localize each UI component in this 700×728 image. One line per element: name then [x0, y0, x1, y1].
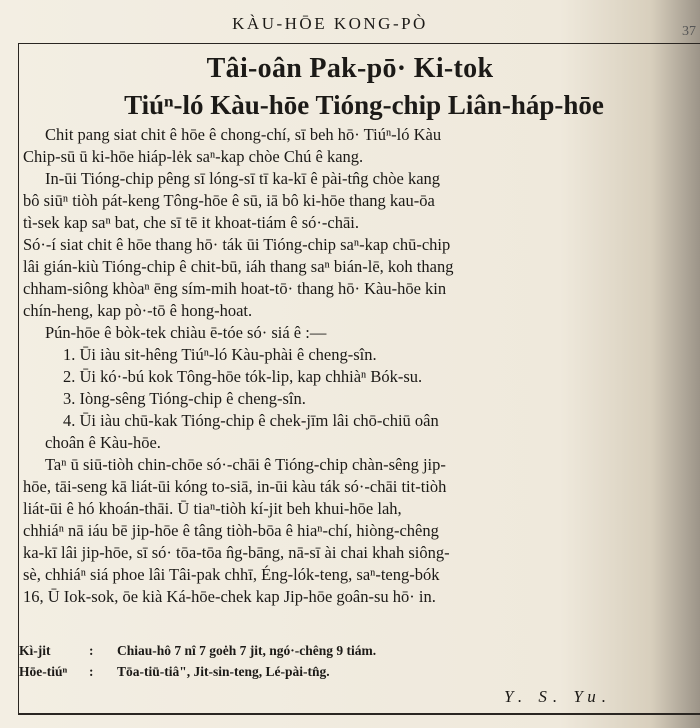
page-number: 37 [682, 24, 696, 39]
meeting-place-value: Tōa-tiū-tiâ", Jit-sin-teng, Lé-pài-tn̂g. [117, 664, 330, 679]
article-line: ka-kī lâi jip-hōe, sī só· tōa-tōa n̂g-bāng, nā-sī ài chai khah siông- [23, 543, 450, 562]
article-line: lâi gián-kiù Tióng-chip ê chit-bū, iáh thang saⁿ bián-lē, koh thang [23, 257, 454, 276]
article-body [23, 124, 700, 608]
article-line: choân ê Kàu-hōe. [45, 433, 161, 452]
running-head: KÀU-HŌE KONG-PÒ [232, 14, 428, 33]
article-line: 16, Ū Iok-sok, ōe kià Ká-hōe-chek kap Jip-hōe goân-su hō· in. [23, 587, 436, 606]
meeting-date-colon: : [89, 643, 94, 658]
article-line: Pún-hōe ê bòk-tek chiàu ē-tóe só· siá ê :— [45, 323, 327, 342]
article-box [18, 43, 700, 715]
article-line: sè, chhiáⁿ siá phoe lâi Tâi-pak chhī, Éng-lók-teng, saⁿ-teng-bók [23, 565, 440, 584]
article-line: chín-heng, kap pò·-tō ê hong-hoat. [23, 301, 253, 320]
meeting-place-row [19, 661, 376, 682]
article-line: Taⁿ ū siū-tiòh chin-chōe só·-chāi ê Tióng-chip chàn-sêng jip- [45, 455, 446, 474]
meeting-details [19, 640, 376, 682]
article-line: Chip-sū ū ki-hōe hiáp-lėk saⁿ-kap chòe Chú ê kang. [23, 147, 364, 166]
article-title-line1: Tâi-oân Pak-pō· Ki-tok [206, 53, 494, 84]
article-line: liát-ūi ê hó khoán-thāi. Ū tiaⁿ-tiòh kí-jit beh khui-hōe lah, [23, 499, 402, 518]
article-line: chhiáⁿ nā iáu bē jip-hōe ê tâng tiòh-bōa ê hiaⁿ-chí, hiòng-chêng [23, 521, 439, 540]
bottom-rule [18, 713, 700, 714]
article-line: 3. Iòng-sêng Tióng-chip ê cheng-sîn. [63, 389, 306, 408]
article-line: In-ūi Tióng-chip pêng sī lóng-sī tī ka-kī ê pài-tn̂g chòe kang [45, 169, 441, 188]
article-line: bô siūⁿ tiòh pát-keng Tông-hōe ê sū, iā bô ki-hōe thang kau-ōa [23, 191, 435, 210]
article-line: 2. Ūi kó·-bú kok Tông-hōe tók-lip, kap chhiàⁿ Bók-su. [63, 367, 423, 386]
meeting-date-row [19, 640, 376, 661]
article-line: 1. Ūi iàu sit-hêng Tiúⁿ-ló Kàu-phài ê cheng-sîn. [63, 345, 377, 364]
meeting-place-colon: : [89, 664, 94, 679]
article-line: Chit pang siat chit ê hōe ê chong-chí, sī beh hō· Tiúⁿ-ló Kàu [45, 125, 442, 144]
meeting-date-key: Kì-jit [19, 643, 51, 658]
article-title-line2: Tiúⁿ-ló Kàu-hōe Tióng-chip Liân-háp-hōe [124, 90, 604, 120]
signature: Y. S. Yu. [504, 687, 613, 706]
article-line: 4. Ūi iàu chū-kak Tióng-chip ê chek-jīm lâi chō-chiū oân [63, 411, 439, 430]
article-line: hōe, tāi-seng kā liát-ūi kóng to-siā, in-ūi kàu ták só·-chāi tit-tiòh [23, 477, 447, 496]
article-line: Só·-í siat chit ê hōe thang hō· ták ūi Tióng-chip saⁿ-kap chū-chip [23, 235, 451, 254]
meeting-place-key: Hōe-tiúⁿ [19, 664, 68, 679]
meeting-date-value: Chiau-hô 7 nî 7 goėh 7 jit, ngó·-chêng 9 tiám. [117, 643, 377, 658]
article-line: chham-siông khòaⁿ ēng sím-mih hoat-tō· thang hō· Kàu-hōe kin [23, 279, 447, 298]
article-line: tì-sek kap saⁿ bat, che sī tē it khoat-tiám ê só·-chāi. [23, 213, 360, 232]
